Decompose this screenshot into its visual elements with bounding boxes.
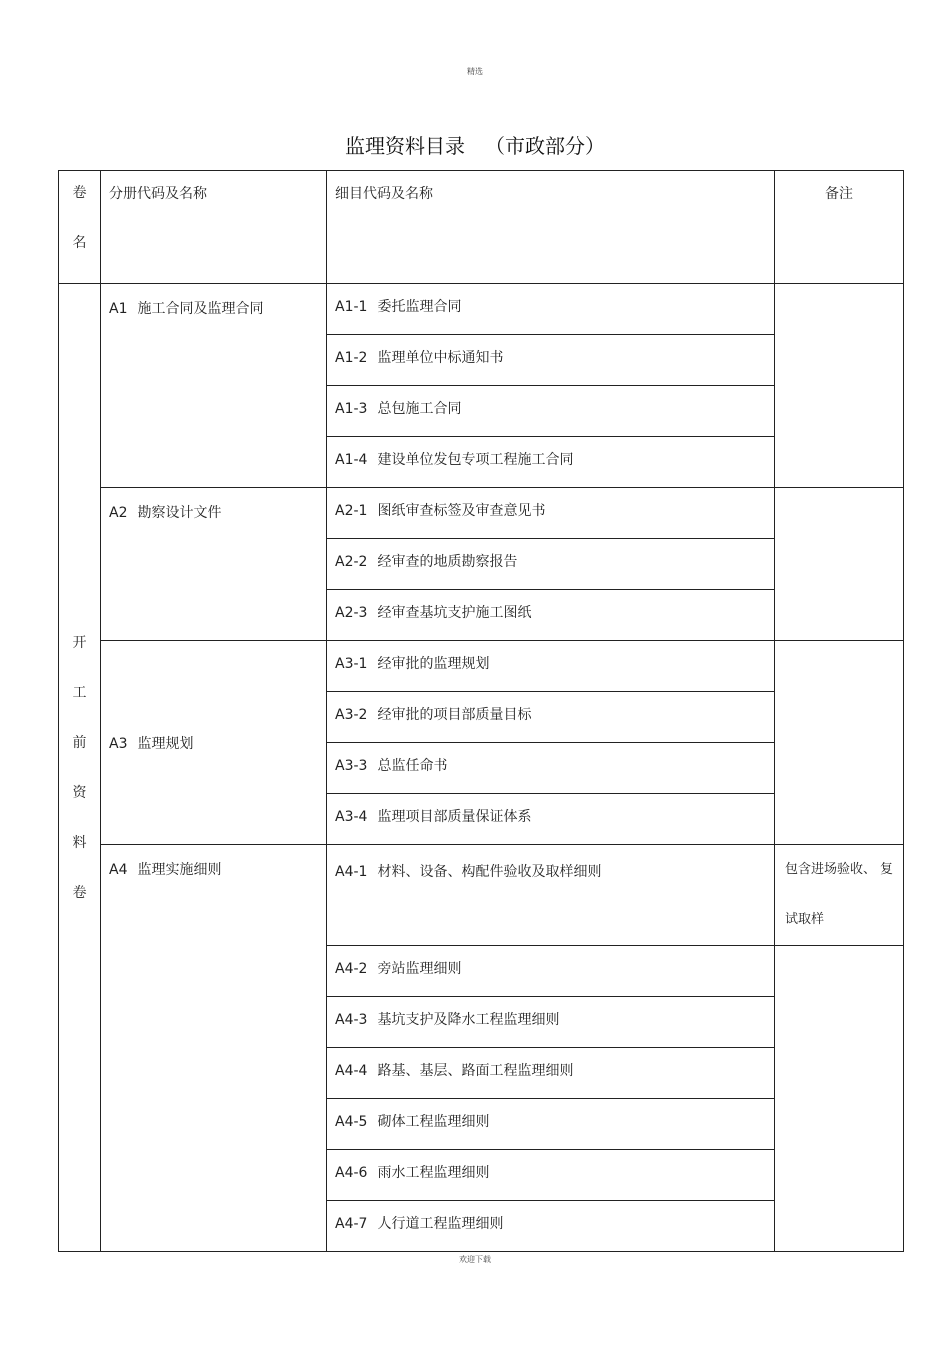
page-title [0,130,950,159]
header-section: 分册代码及名称 [101,171,327,284]
table-header-row [59,171,904,284]
title-sub: （市政部分） [485,134,605,158]
catalog-table [58,170,904,1252]
item-cell: A1-2 监理单位中标通知书 [327,335,775,386]
note-cell-a4-1: 包含进场验收、 复 试取样 [775,845,904,946]
note-cell [775,284,904,488]
header-volume: 卷 名 [59,171,101,284]
title-main: 监理资料目录 [345,134,465,158]
item-cell: A3-3 总监任命书 [327,743,775,794]
item-cell: A4-2 旁站监理细则 [327,946,775,997]
table-row [59,284,904,335]
header-watermark: 精选 [467,67,483,76]
item-cell: A3-2 经审批的项目部质量目标 [327,692,775,743]
item-cell: A2-1 图纸审查标签及审查意见书 [327,488,775,539]
item-cell: A4-6 雨水工程监理细则 [327,1150,775,1201]
table-row [59,641,904,692]
item-cell: A1-3 总包施工合同 [327,386,775,437]
table-row [59,845,904,946]
item-cell: A4-3 基坑支护及降水工程监理细则 [327,997,775,1048]
footer-watermark: 欢迎下载 [459,1255,491,1264]
item-cell: A4-7 人行道工程监理细则 [327,1201,775,1252]
header-item: 细目代码及名称 [327,171,775,284]
item-cell: A1-4 建设单位发包专项工程施工合同 [327,437,775,488]
section-cell-a3: A3 监理规划 [101,641,327,845]
table-row [59,488,904,539]
section-cell-a1: A1 施工合同及监理合同 [101,284,327,488]
item-cell: A1-1 委托监理合同 [327,284,775,335]
item-cell: A2-3 经审查基坑支护施工图纸 [327,590,775,641]
item-cell: A4-4 路基、基层、路面工程监理细则 [327,1048,775,1099]
note-cell [775,488,904,641]
item-cell: A3-4 监理项目部质量保证体系 [327,794,775,845]
item-cell: A2-2 经审查的地质勘察报告 [327,539,775,590]
header-note: 备注 [775,171,904,284]
note-cell [775,946,904,1252]
note-cell [775,641,904,845]
item-cell: A4-1 材料、设备、构配件验收及取样细则 [327,845,775,946]
item-cell: A3-1 经审批的监理规划 [327,641,775,692]
item-cell: A4-5 砌体工程监理细则 [327,1099,775,1150]
section-cell-a2: A2 勘察设计文件 [101,488,327,641]
section-cell-a4: A4 监理实施细则 [101,845,327,1252]
volume-name-cell: 开 工 前 资 料 卷 [59,284,101,1252]
